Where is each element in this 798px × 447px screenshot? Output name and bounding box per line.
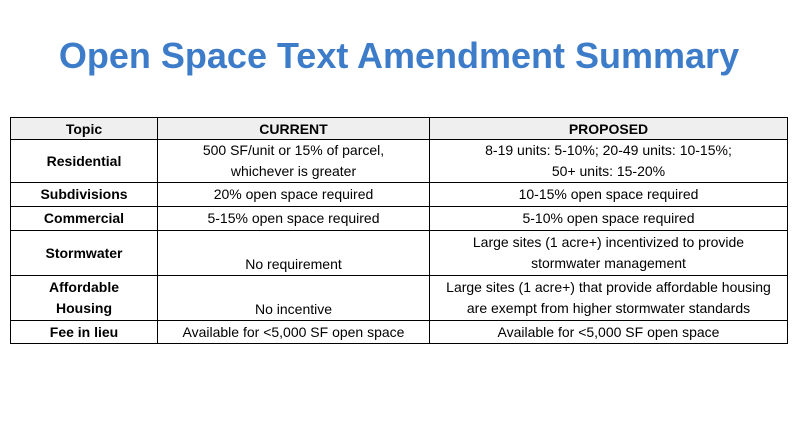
proposed-cell [430, 276, 788, 321]
current-cell [158, 183, 430, 207]
proposed-line: stormwater management [531, 255, 686, 271]
proposed-cell [430, 231, 788, 276]
proposed-line: are exempt from higher stormwater standards [466, 300, 751, 316]
proposed-line: Large sites (1 acre+) that provide affordable housing [446, 279, 771, 295]
header-proposed: PROPOSED [430, 118, 788, 140]
table-row-stormwater [11, 231, 788, 276]
table-row-fee-in-lieu [11, 321, 788, 344]
proposed-line: 10-15% open space required [518, 186, 699, 202]
current-line: Available for <5,000 SF open space [182, 323, 405, 340]
current-line: 5-15% open space required [207, 210, 380, 226]
topic-label: Stormwater [45, 244, 123, 261]
current-line: 500 SF/unit or 15% of parcel, [202, 142, 385, 158]
proposed-line: Large sites (1 acre+) incentivized to provide [472, 234, 745, 250]
proposed-line: 50+ units: 15-20% [551, 163, 666, 179]
current-line: No incentive [254, 301, 333, 317]
current-line: whichever is greater [230, 163, 357, 179]
header-row [11, 118, 788, 140]
topic-label: Affordable [49, 279, 119, 295]
topic-label: Housing [56, 300, 112, 316]
header-current: CURRENT [158, 118, 430, 140]
slide-title: Open Space Text Amendment Summary [58, 35, 740, 76]
proposed-line: Available for <5,000 SF open space [497, 323, 720, 340]
current-cell [158, 231, 430, 276]
table-row-subdivisions [11, 183, 788, 207]
topic-cell [11, 276, 158, 321]
table-row-commercial [11, 207, 788, 231]
proposed-line: 8-19 units: 5-10%; 20-49 units: 10-15%; [485, 142, 732, 158]
topic-label: Subdivisions [40, 186, 128, 202]
current-line: No requirement [245, 256, 342, 272]
proposed-cell [430, 207, 788, 231]
current-line: 20% open space required [213, 186, 374, 202]
topic-label: Residential [46, 152, 122, 169]
topic-cell [11, 183, 158, 207]
table-row-residential [11, 140, 788, 183]
proposed-cell [430, 140, 788, 183]
topic-label: Commercial [43, 210, 125, 226]
proposed-cell [430, 321, 788, 344]
topic-cell [11, 207, 158, 231]
header-topic: Topic [11, 118, 158, 140]
topic-label: Fee in lieu [49, 323, 119, 340]
proposed-cell [430, 183, 788, 207]
topic-cell [11, 321, 158, 344]
current-cell [158, 140, 430, 183]
current-cell [158, 321, 430, 344]
topic-cell [11, 231, 158, 276]
topic-cell [11, 140, 158, 183]
amendment-summary-table [10, 117, 788, 344]
table-row-affordable-housing [11, 276, 788, 321]
proposed-line: 5-10% open space required [522, 210, 695, 226]
current-cell [158, 207, 430, 231]
current-cell [158, 276, 430, 321]
